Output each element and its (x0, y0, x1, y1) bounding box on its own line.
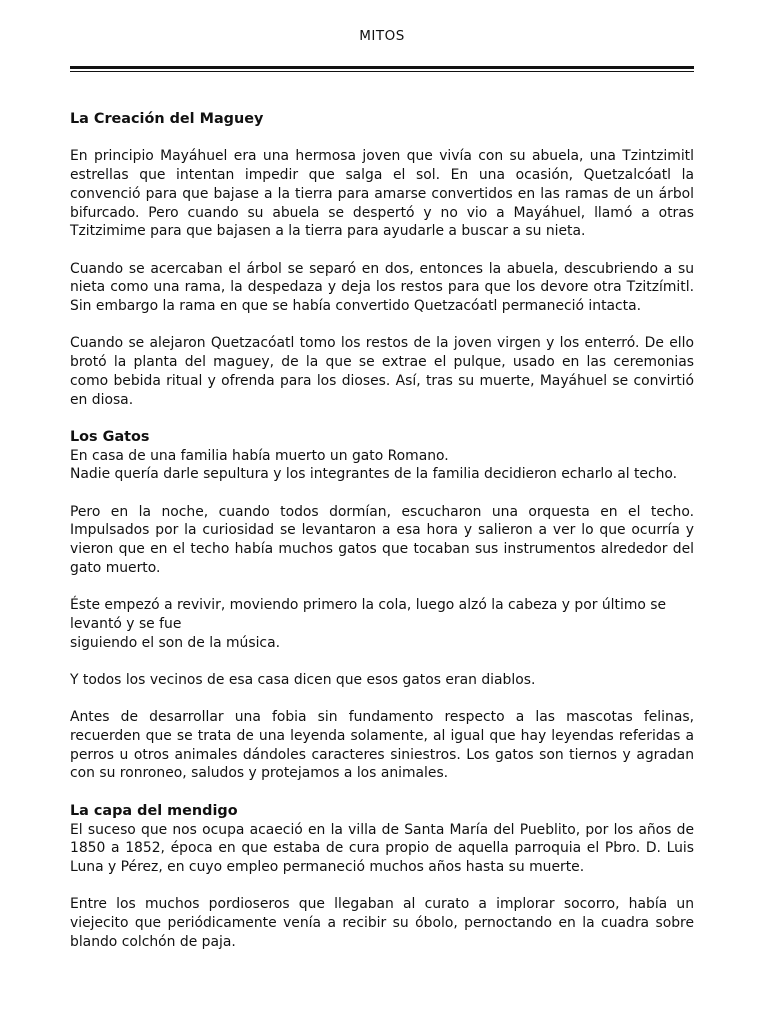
paragraph: En principio Mayáhuel era una hermosa joven que vivía con su abuela, una Tzintzimitl estrellas que intentan impedir que salga el sol. En una ocasión, Quetzalcóatl la convenció para que bajase a la tierra para amarse convertidos en las ramas de un árbol bifurcado. Pero cuando su abuela se despertó y no vio a Mayáhuel, llamó a otras Tzitzimime para que bajasen a la tierra para ayudarle a buscar a su nieta. (70, 148, 694, 240)
paragraph: Entre los muchos pordioseros que llegaban al curato a implorar socorro, había un viejecito que periódicamente venía a recibir su óbolo, pernoctando en la cuadra sobre blando colchón de paja. (70, 896, 694, 950)
paragraph: Cuando se alejaron Quetzacóatl tomo los restos de la joven virgen y los enterró. De ello brotó la planta del maguey, de la que se extrae el pulque, usado en las ceremonias como bebida ritual y ofrenda para los dioses. Así, tras su muerte, Mayáhuel se convirtió en diosa. (70, 335, 694, 408)
section-heading-capa-mendigo: La capa del mendigo (70, 802, 238, 819)
document-body (70, 110, 694, 951)
paragraph: Éste empezó a revivir, moviendo primero la cola, luego alzó la cabeza y por último se levantó y se fue (70, 597, 667, 632)
paragraph: El suceso que nos ocupa acaeció en la villa de Santa María del Pueblito, por los años de 1850 a 1852, época en que estaba de cura propio de aquella parroquia el Pbro. D. Luis Luna y Pérez, en cuyo empleo permaneció muchos años hasta su muerte. (70, 821, 694, 875)
spacer (70, 690, 694, 709)
spacer (70, 484, 694, 503)
paragraph: Antes de desarrollar una fobia sin fundamento respecto a las mascotas felinas, recuerden que se trata de una leyenda solamente, al igual que hay leyendas referidas a perros u otros animales dándoles caracteres siniestros. Los gatos son tiernos y agradan con su ronroneo, saludos y protejamos a los animales. (70, 709, 694, 782)
spacer (70, 409, 694, 428)
document-page (70, 0, 694, 1024)
intro-line (70, 447, 694, 484)
spacer (70, 316, 694, 335)
paragraph: Y todos los vecinos de esa casa dicen que esos gatos eran diablos. (70, 671, 536, 688)
header-rule-thick (70, 66, 694, 69)
intro-line-2: Nadie quería darle sepultura y los integrantes de la familia decidieron echarlo al techo. (70, 466, 678, 483)
spacer (70, 877, 694, 896)
running-header: MITOS (359, 28, 405, 44)
paragraph: Cuando se acercaban el árbol se separó en dos, entonces la abuela, descubriendo a su nieta como una rama, la despedaza y deja los restos para que los devore otra Tzitzímitl. Sin embargo la rama en que se había convertido Quetzacóatl permaneció intacta. (70, 260, 694, 314)
spacer (70, 241, 694, 260)
spacer (70, 578, 694, 597)
section-heading-los-gatos: Los Gatos (70, 428, 150, 445)
intro-line-1: En casa de una familia había muerto un gato Romano. (70, 447, 449, 464)
spacer (70, 652, 694, 671)
header-rule-thin (70, 71, 694, 72)
paragraph: siguiendo el son de la música. (70, 634, 280, 651)
section-heading-creacion-maguey: La Creación del Maguey (70, 111, 264, 127)
spacer (70, 129, 694, 148)
paragraph: Pero en la noche, cuando todos dormían, escucharon una orquesta en el techo. Impulsados por la curiosidad se levantaron a esa hora y salieron a ver lo que ocurría y vieron que en el techo había muchos gatos que tocaban sus instrumentos alrededor del gato muerto. (70, 503, 694, 576)
spacer (70, 783, 694, 802)
